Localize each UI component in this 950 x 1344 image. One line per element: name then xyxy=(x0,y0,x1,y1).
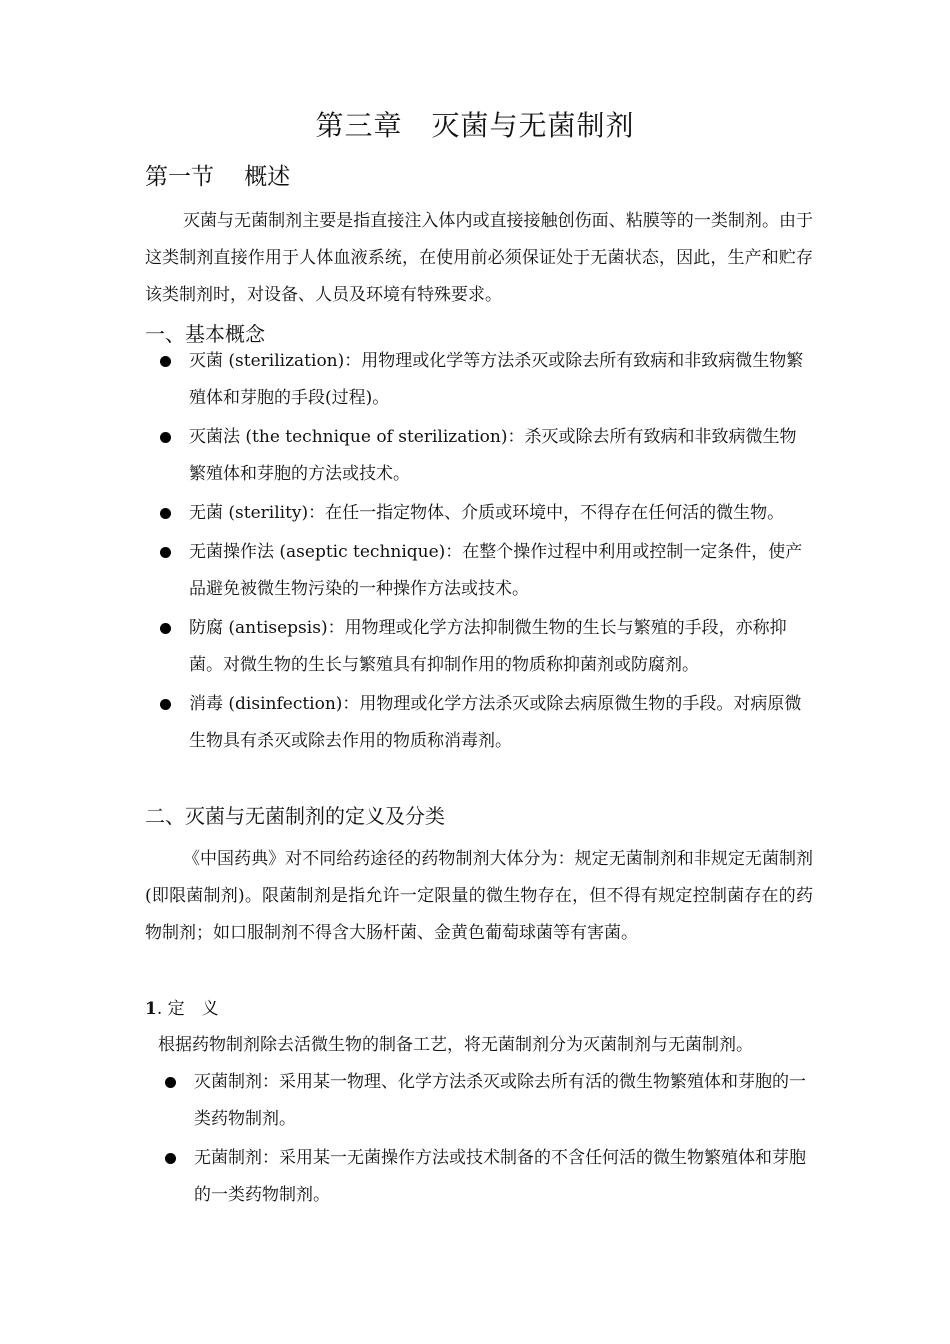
classification-paragraph: 《中国药典》对不同给药途径的药物制剂大体分为：规定无菌制剂和非规定无菌制剂(即限菌制剂)。限菌制剂是指允许一定限量的微生物存在，但不得有规定控制菌存在的药物制剂；如口服制剂不得含大肠杆菌、金黄色葡萄球菌等有害菌。 xyxy=(145,849,813,943)
classification-heading: 二、灭菌与无菌制剂的定义及分类 xyxy=(145,804,445,828)
definition-item-aseptic-preparation xyxy=(150,1140,813,1214)
concept-item-antisepsis xyxy=(145,610,813,684)
bullet-icon xyxy=(160,356,171,367)
concept-item-sterilization xyxy=(145,343,813,417)
concept-item-aseptic-technique xyxy=(145,534,813,608)
concept-item-sterilization-technique xyxy=(145,419,813,493)
concept-item-sterility xyxy=(145,495,813,532)
definition-list xyxy=(150,1064,813,1216)
definition-intro: 根据药物制剂除去活微生物的制备工艺，将无菌制剂分为灭菌制剂与无菌制剂。 xyxy=(158,1035,753,1055)
definition-text: 灭菌制剂：采用某一物理、化学方法杀灭或除去所有活的微生物繁殖体和芽胞的一类药物制剂。 xyxy=(194,1072,806,1129)
concept-text: 灭菌 (sterilization)：用物理或化学等方法杀灭或除去所有致病和非致病微生物繁殖体和芽胞的手段(过程)。 xyxy=(189,351,804,408)
concepts-list xyxy=(145,343,813,762)
concept-text: 防腐 (antisepsis)：用物理或化学方法抑制微生物的生长与繁殖的手段，亦称抑菌。对微生物的生长与繁殖具有抑制作用的物质称抑菌剂或防腐剂。 xyxy=(189,618,787,675)
bullet-icon xyxy=(165,1153,176,1164)
intro-paragraph: 灭菌与无菌制剂主要是指直接注入体内或直接接触创伤面、粘膜等的一类制剂。由于这类制剂直接作用于人体血液系统，在使用前必须保证处于无菌状态，因此，生产和贮存该类制剂时，对设备、人员及环境有特殊要求。 xyxy=(145,211,813,305)
concept-item-disinfection xyxy=(145,686,813,760)
concept-text: 无菌操作法 (aseptic technique)：在整个操作过程中利用或控制一定条件，使产品避免被微生物污染的一种操作方法或技术。 xyxy=(189,542,803,599)
definition-label: . 定 义 xyxy=(156,999,219,1019)
concept-text: 灭菌法 (the technique of sterilization)：杀灭或除去所有致病和非致病微生物繁殖体和芽胞的方法或技术。 xyxy=(189,427,797,484)
bullet-icon xyxy=(160,547,171,558)
chapter-title: 第三章 灭菌与无菌制剂 xyxy=(315,109,635,142)
concept-text: 消毒 (disinfection)：用物理或化学方法杀灭或除去病原微生物的手段。对病原微生物具有杀灭或除去作用的物质称消毒剂。 xyxy=(189,694,802,751)
definition-text: 无菌制剂：采用某一无菌操作方法或技术制备的不含任何活的微生物繁殖体和芽胞的一类药物制剂。 xyxy=(194,1148,806,1205)
bullet-icon xyxy=(160,432,171,443)
concept-text: 无菌 (sterility)：在任一指定物体、介质或环境中，不得存在任何活的微生物。 xyxy=(189,503,785,523)
bullet-icon xyxy=(160,508,171,519)
definition-item-sterilized-preparation xyxy=(150,1064,813,1138)
bullet-icon xyxy=(160,623,171,634)
bullet-icon xyxy=(165,1077,176,1088)
definition-heading xyxy=(145,994,219,1019)
bullet-icon xyxy=(160,699,171,710)
definition-number: 1 xyxy=(145,999,157,1019)
concepts-heading: 一、基本概念 xyxy=(145,322,265,346)
section-title: 第一节 概述 xyxy=(145,164,291,190)
